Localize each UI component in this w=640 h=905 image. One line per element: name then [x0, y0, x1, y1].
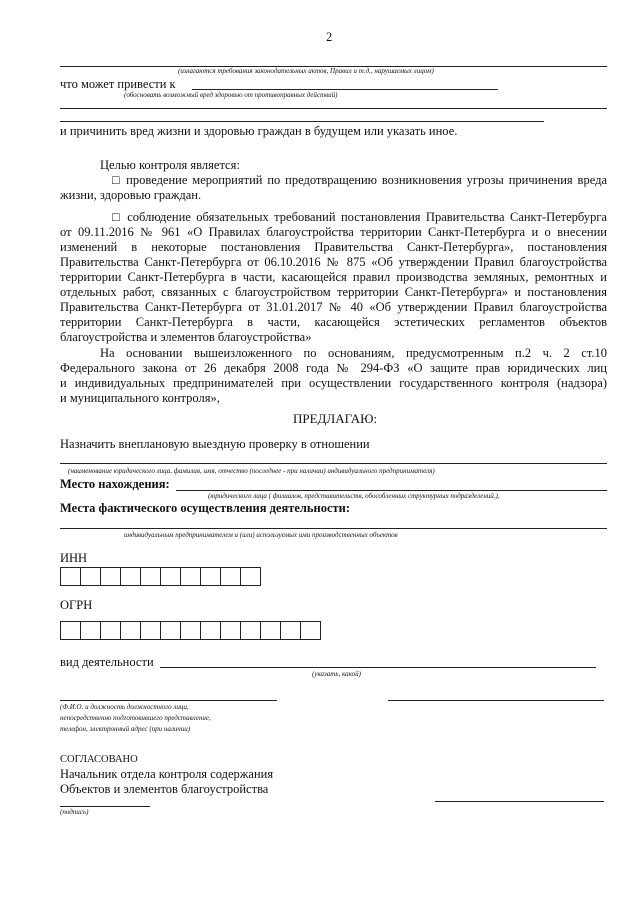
ogrn-digit-cell[interactable] [60, 621, 81, 640]
requirements-hint: (излагаются требования законодательных актов, Правил и т.д., нарушаемых лицом) [178, 67, 434, 75]
basis-line: и индивидуальных предпринимателей при осуществлении государственного контроля (надзора) [60, 376, 607, 390]
specify-hint: (указать, какой) [312, 670, 361, 678]
ogrn-digit-cell[interactable] [300, 621, 321, 640]
signer-name-line [60, 700, 277, 701]
org-name-hint: (наименование юридического лица, фамилия, имя, отчество (последнее - при наличии) индивидуального предпринимателя) [68, 467, 435, 475]
signature-line [60, 806, 150, 807]
harm-text: и причинить вред жизни и здоровью граждан в будущем или указать иное. [60, 124, 458, 138]
inn-digit-cell[interactable] [140, 567, 161, 586]
measures-line-1: □ проведение мероприятий по предотвращению возникновения угрозы причинения вреда [112, 173, 607, 187]
control-heading: Целью контроля является: [100, 158, 240, 172]
actual-location-label: Места фактического осуществления деятельности: [60, 501, 351, 515]
inn-digit-cell[interactable] [200, 567, 221, 586]
compliance-line: отдельных работ, связанных с благоустройством территории Санкт-Петербурга» и постановления [60, 285, 607, 299]
entrepreneurs-hint: индивидуальным предпринимателем и (или) используемых ими производственных объектов [124, 531, 398, 539]
compliance-line: Правительства Санкт-Петербурга от 31.01.2017 № 40 «Об утверждении Правил благоустройства [60, 300, 607, 314]
activity-label: вид деятельности [60, 655, 154, 669]
inspection-text: Назначить внеплановую выездную проверку в отношении [60, 437, 370, 451]
location-label: Место нахождения: [60, 477, 170, 491]
ogrn-digit-cell[interactable] [260, 621, 281, 640]
ogrn-digit-cell[interactable] [200, 621, 221, 640]
ogrn-digit-cell[interactable] [160, 621, 181, 640]
ogrn-label: ОГРН [60, 598, 93, 612]
measures-line-2: жизни, здоровью граждан. [60, 188, 202, 202]
propose-heading: ПРЕДЛАГАЮ: [293, 411, 378, 426]
inn-digit-cell[interactable] [60, 567, 81, 586]
basis-line: Федерального закона от 26 декабря 2008 года № 294-ФЗ «О защите прав юридических лиц [60, 361, 607, 375]
inn-label: ИНН [60, 551, 88, 565]
ogrn-digit-cell[interactable] [100, 621, 121, 640]
ogrn-digit-cell[interactable] [220, 621, 241, 640]
legal-entity-hint: (юридического лица ( филиалов, представительств, обособленных структурных подразделений,), [208, 492, 500, 500]
compliance-line: от 09.11.2016 № 961 «О Правилах благоустройства территории Санкт-Петербурга и о внесении [60, 225, 607, 239]
signer-hint-2: непосредственно подготовившего представление, [60, 714, 211, 722]
signer-hint-1: (Ф.И.О. и должность должностного лица, [60, 703, 189, 711]
ogrn-digit-cell[interactable] [80, 621, 101, 640]
ogrn-cells [60, 621, 321, 640]
compliance-line: Правительства Санкт-Петербурга от 06.10.2016 № 875 «Об утверждении Правил благоустройства [60, 255, 607, 269]
justify-harm-hint: (обосновать возможный вред здоровью от противоправных действий) [124, 91, 338, 99]
inn-digit-cell[interactable] [160, 567, 181, 586]
basis-line: и муниципального контроля», [60, 391, 220, 405]
head-title-line-2: Объектов и элементов благоустройства [60, 782, 269, 796]
inn-digit-cell[interactable] [80, 567, 101, 586]
lead-underline [192, 89, 498, 90]
signer-hint-3: телефон, электронный адрес (при наличии) [60, 725, 191, 733]
signature-hint: (подпись) [60, 808, 89, 816]
compliance-line: □ соблюдение обязательных требований постановления Правительства Санкт-Петербурга [112, 210, 607, 224]
inn-digit-cell[interactable] [220, 567, 241, 586]
ogrn-digit-cell[interactable] [240, 621, 261, 640]
compliance-line: изменений в некоторые постановления Правительства Санкт-Петербурга», постановления [60, 240, 607, 254]
inn-digit-cell[interactable] [100, 567, 121, 586]
actual-location-line [60, 528, 607, 529]
head-sign-line [435, 801, 604, 802]
approved-label: СОГЛАСОВАНО [60, 754, 138, 765]
ogrn-digit-cell[interactable] [140, 621, 161, 640]
head-title-line-1: Начальник отдела контроля содержания [60, 767, 274, 781]
inn-digit-cell[interactable] [120, 567, 141, 586]
page-number: 2 [326, 30, 333, 44]
harm-line-1 [60, 108, 607, 109]
inn-digit-cell[interactable] [240, 567, 261, 586]
inn-digit-cell[interactable] [180, 567, 201, 586]
lead-text: что может привести к [60, 77, 176, 91]
ogrn-digit-cell[interactable] [180, 621, 201, 640]
inn-cells [60, 567, 261, 586]
compliance-line: территории Санкт-Петербурга в части, касающейся правил производства земляных, ремонтных и [60, 270, 607, 284]
compliance-line: территории Санкт-Петербурга в части, касающейся эстетических регламентов объектов [60, 315, 607, 329]
harm-line-2 [60, 121, 544, 122]
location-line [176, 490, 607, 491]
signer-sign-line [388, 700, 604, 701]
org-name-line [60, 463, 607, 464]
basis-line: На основании вышеизложенного по основаниям, предусмотренным п.2 ч. 2 ст.10 [100, 346, 607, 360]
activity-line [160, 667, 596, 668]
ogrn-digit-cell[interactable] [280, 621, 301, 640]
compliance-line: благоустройства и элементов благоустройства» [60, 330, 312, 344]
ogrn-digit-cell[interactable] [120, 621, 141, 640]
